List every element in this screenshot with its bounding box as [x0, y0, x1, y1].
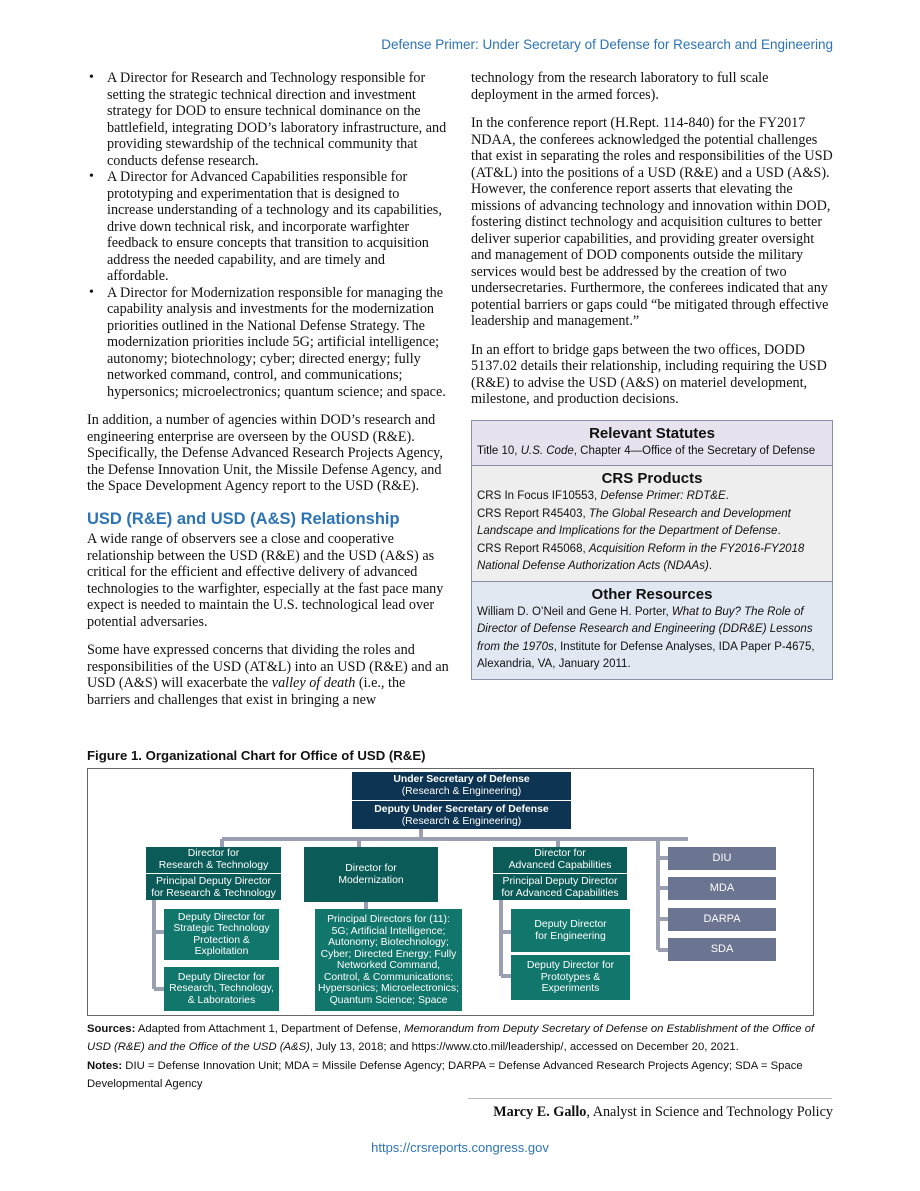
text-run-italic: valley of death	[271, 675, 356, 691]
text-run: , July 13, 2018; and https://www.cto.mil/leadership/, accessed on December 20, 2021.	[309, 1040, 739, 1053]
modernization-box	[304, 847, 438, 902]
org-chart	[87, 768, 814, 1016]
text-run: William D. O’Neil and Gene H. Porter,	[477, 605, 672, 618]
text-run: CRS Report R45403,	[477, 507, 589, 520]
engineering-box: Deputy Director for Engineering	[511, 909, 630, 952]
agency-box-mda: MDA	[668, 877, 776, 900]
sidebar-heading: Other Resources	[591, 585, 713, 603]
dusd-title: Deputy Under Secretary of Defense	[374, 804, 549, 815]
mod-director-label: Director for Modernization	[338, 863, 404, 886]
sidebar-text	[477, 488, 827, 506]
paragraph: In an effort to bridge gaps between the two offices, DODD 5137.02 details their relationship, including requiring the USD (R&E) to advise the USD (A&S) on materiel development, milestone, and production decisions.	[471, 341, 827, 407]
ac-pdd-label: Principal Deputy Director for Advanced Capabilities	[501, 876, 619, 899]
list-item: • A Director for Advanced Capabilities responsible for prototyping and experimentation that is designed to increase understanding of a technology and its capabilities, drive down technical risk, and incorporate warfighter feedback to ensure concepts that transition to acquisition address the needed capability, and are timely and affordable.	[87, 169, 449, 285]
prototypes-experiments-box: Deputy Director for Prototypes & Experiments	[511, 955, 630, 1000]
text-run: , Institute for Defense Analyses, IDA Paper P-4675, Alexandria, VA, January 2011.	[477, 640, 815, 670]
list-item: • A Director for Modernization responsible for managing the capability analysis and investments for the modernization priorities outlined in the National Defense Strategy. The modernization priorities include 5G; artificial intelligence; autonomy; biotechnology; cyber; directed energy; fully networked command, control, and communications; hypersonics; microelectronics; quantum science; and space.	[87, 285, 449, 401]
usd-subtitle: (Research & Engineering)	[401, 785, 522, 797]
notes-label: Notes:	[87, 1060, 123, 1072]
notes-line	[87, 1058, 827, 1093]
page-header: Defense Primer: Under Secretary of Defense for Research and Engineering	[381, 37, 833, 52]
paragraph: technology from the research laboratory to full scale deployment in the armed forces).	[471, 70, 769, 103]
section-heading: USD (R&E) and USD (A&S) Relationship	[87, 509, 400, 528]
paragraph: A wide range of observers see a close and cooperative relationship between the USD (R&E) and the USD (A&S) as critical for the efficient and effective delivery of advanced technologies to the warfighter, especially at the fast pace many expect is needed to maintain the U.S. technological lead over potential adversaries.	[87, 531, 444, 630]
rt-director-label: Director for Research & Technology	[158, 848, 269, 871]
paragraph: In addition, a number of agencies within DOD’s research and engineering enterprise are overseen by the OUSD (R&E). Specifically, the Defense Advanced Research Projects Agency, the Defense Innovation Unit, the Missile Defense Agency, and the Space Development Agency report to the USD (R&E).	[87, 412, 443, 494]
box-divider	[146, 873, 281, 874]
text-run: Some have expressed concerns that dividing the roles and responsibilities of the USD (AT&L) into an USD (R&E) and an USD (A&S) will exacerbate the	[87, 642, 449, 691]
sidebar-text	[477, 506, 827, 541]
author-divider	[468, 1098, 832, 1099]
text-run-italic: Memorandum from Deputy Secretary of Defense on Establishment of the Office of USD (R&E) and the Office of the USD (A&S)	[87, 1023, 815, 1053]
left-column	[87, 70, 449, 708]
paragraph: In the conference report (H.Rept. 114-840) for the FY2017 NDAA, the conferees acknowledged the potential challenges that exist in separating the roles and responsibilities of the USD (AT&L) into the positions of a USD (R&E) and a USD (A&S). However, the conference report asserts that elevating the missions of advancing technology and innovation within DOD, fostering distinct technology and acquisition cultures to better deliver superior capabilities, and providing greater oversight and management of DOD components outside the military services would best be addressed by the creation of two undersecretaries. Furthermore, the conferees indicated that any potential barriers or gaps could “be mitigated through effective leadership and management.”	[471, 115, 833, 329]
dusd-subtitle: (Research & Engineering)	[401, 815, 522, 827]
sources-label: Sources:	[87, 1023, 136, 1035]
figure-title: Figure 1. Organizational Chart for Office of USD (R&E)	[87, 748, 426, 763]
list-item: • A Director for Research and Technology responsible for setting the strategic technical direction and investment strategy for DOD to ensure technical dominance on the battlefield, integrating DOD’s laboratory infrastructure, and providing stewardship of the technical community that conducts defense research.	[87, 70, 449, 169]
box-divider	[352, 800, 571, 801]
footer-url[interactable]: https://crsreports.congress.gov	[371, 1140, 549, 1155]
text-run: CRS Report R45068,	[477, 542, 589, 555]
sidebar-heading: Relevant Statutes	[589, 424, 715, 442]
research-technology-box	[146, 847, 281, 900]
text-run: .	[725, 490, 729, 502]
right-column	[471, 70, 833, 680]
principal-directors-box: Principal Directors for (11): 5G; Artificial Intelligence; Autonomy; Biotechnology; Cyber; Directed Energy; Fully Networked Command, Control, & Communications; Hypersonics; Microelectronics; Quantum Science; Space	[315, 909, 462, 1011]
ac-director-label: Director for Advanced Capabilities	[508, 848, 612, 871]
author-name: Marcy E. Gallo	[493, 1104, 587, 1120]
text-run-italic: What to Buy? The Role of Director of Defense Research and Engineering (DDR&E) Lessons from the 1970s	[477, 605, 813, 653]
strategic-technology-box: Deputy Director for Strategic Technology Protection & Exploitation	[164, 909, 279, 960]
text-run-italic: U.S. Code	[520, 444, 574, 457]
director-list	[87, 70, 449, 400]
paragraph	[87, 642, 449, 708]
text-run: (i.e., the barriers and challenges that exist in bringing a new	[87, 675, 406, 708]
relevant-statutes-section	[472, 421, 832, 467]
text-run-italic: Acquisition Reform in the FY2016-FY2018 National Defense Authorization Acts (NDAAs)	[477, 542, 805, 572]
text-run: CRS In Focus IF10553,	[477, 490, 601, 502]
crs-products-section	[472, 466, 832, 582]
text-run: , Chapter 4—Office of the Secretary of Defense	[573, 444, 816, 457]
usd-box	[352, 772, 571, 829]
text-run: .	[708, 560, 713, 572]
rt-pdd-label: Principal Deputy Director for Research & Technology	[151, 876, 276, 899]
text-run-italic: Defense Primer: RDT&E	[600, 490, 726, 502]
agency-box-darpa: DARPA	[668, 908, 776, 931]
other-resources-section	[472, 582, 832, 679]
sidebar-text	[477, 541, 827, 576]
text-run-italic: The Global Research and Development Landscape and Implications for the Department of Defense	[477, 507, 791, 537]
research-laboratories-box: Deputy Director for Research, Technology, & Laboratories	[164, 967, 279, 1011]
sidebar-text	[477, 604, 827, 674]
text-run: Title 10,	[477, 444, 521, 457]
sidebar-heading: CRS Products	[601, 470, 703, 487]
agency-box-diu: DIU	[668, 847, 776, 870]
sources-line	[87, 1021, 827, 1056]
resources-sidebar	[471, 420, 833, 680]
usd-title: Under Secretary of Defense	[393, 774, 530, 785]
author-role: , Analyst in Science and Technology Policy	[586, 1104, 833, 1120]
box-divider	[493, 873, 627, 874]
sidebar-text	[477, 443, 827, 461]
text-run: .	[777, 525, 781, 537]
text-run: Adapted from Attachment 1, Department of Defense,	[135, 1023, 405, 1035]
text-run: DIU = Defense Innovation Unit; MDA = Missile Defense Agency; DARPA = Defense Advanced Research Projects Agency; SDA = Space Developmental Agency	[87, 1060, 803, 1090]
author-credit	[493, 1104, 833, 1121]
agency-box-sda: SDA	[668, 938, 776, 961]
advanced-capabilities-box	[493, 847, 627, 900]
figure-sources	[87, 1021, 827, 1093]
